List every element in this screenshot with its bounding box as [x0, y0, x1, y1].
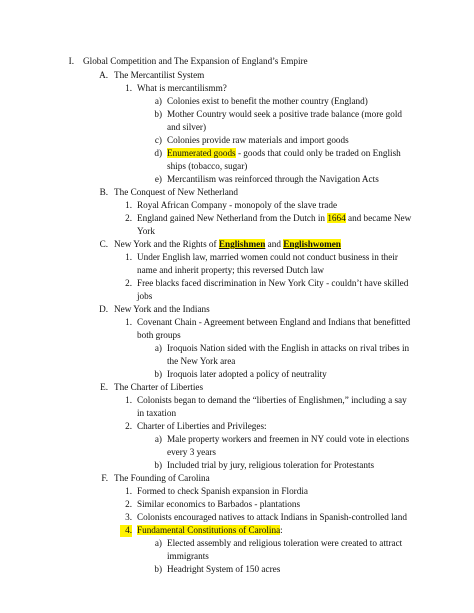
- subitem-d1-b: [150, 369, 327, 381]
- subitem-marker: b): [154, 564, 162, 574]
- subitem-text: Mother Country would seek a positive trade balance (more gold: [167, 109, 402, 119]
- subitem-marker: a): [154, 434, 162, 444]
- subitem-a1-d: [150, 148, 401, 160]
- item-marker: 2.: [125, 499, 132, 509]
- item-text: Free blacks faced discrimination in New York City - couldn’t have skilled: [137, 278, 409, 288]
- subheading-title-a: New York and the Rights of: [114, 239, 219, 249]
- subheading-marker: E.: [100, 382, 108, 392]
- item-f4: [120, 525, 283, 537]
- subheading-marker: C.: [99, 239, 108, 249]
- item-text: Colonists encouraged natives to attack Indians in Spanish-controlled land: [137, 512, 407, 522]
- subitem-text: Colonies exist to benefit the mother country (England): [167, 96, 368, 106]
- item-text: Covenant Chain - Agreement between England and Indians that benefitted: [137, 317, 411, 327]
- subheading-marker: B.: [99, 187, 108, 197]
- subitem-marker: e): [154, 174, 162, 184]
- subheading-marker: D.: [99, 304, 108, 314]
- subitem-continuation: immigrants: [167, 551, 209, 561]
- subitem-marker: d): [154, 148, 162, 158]
- item-continuation: in taxation: [137, 408, 177, 418]
- item-marker: 1.: [125, 317, 132, 327]
- item-d1: [120, 317, 411, 329]
- subitem-text: Mercantilism was reinforced through the Navigation Acts: [167, 174, 379, 184]
- item-e1: [120, 395, 407, 407]
- subitem-marker: a): [154, 343, 162, 353]
- section-marker: I.: [68, 56, 74, 66]
- subheading-marker: F.: [101, 473, 108, 483]
- subheading-title: The Charter of Liberties: [114, 382, 204, 392]
- subitem-marker: a): [154, 538, 162, 548]
- subheading-d: [96, 304, 210, 316]
- subitem-text: Colonies provide raw materials and import goods: [167, 135, 349, 145]
- subitem-a1-a: [150, 96, 368, 108]
- subheading-title-b: and: [265, 239, 284, 249]
- subitem-marker: b): [154, 109, 162, 119]
- item-marker: 4.: [120, 525, 132, 537]
- item-text-a: England gained New Netherland from the Dutch in: [137, 213, 328, 223]
- item-text-b: and became New: [345, 213, 412, 223]
- item-f3: [120, 512, 407, 524]
- item-text: Under English law, married women could not conduct business in their: [137, 252, 398, 262]
- subitem-text: Iroquois later adopted a policy of neutrality: [167, 369, 327, 379]
- subheading-b: [96, 187, 238, 199]
- item-marker: 1.: [125, 200, 132, 210]
- item-c1: [120, 252, 398, 264]
- item-continuation: York: [137, 226, 155, 236]
- item-marker: 1.: [125, 395, 132, 405]
- item-marker: 2.: [125, 213, 132, 223]
- section-heading: [62, 56, 308, 68]
- item-text: Formed to check Spanish expansion in Flordia: [137, 486, 308, 496]
- subitem-text: Iroquois Nation sided with the English in attacks on rival tribes in: [167, 343, 410, 353]
- item-text: Charter of Liberties and Privileges:: [137, 421, 267, 431]
- subheading-e: [96, 382, 204, 394]
- item-f1: [120, 486, 308, 498]
- subheading-title: The Conquest of New Netherland: [114, 187, 238, 197]
- subitem-text: Headright System of 150 acres: [167, 564, 281, 574]
- highlighted-term: Enumerated goods: [167, 148, 236, 158]
- subitem-marker: a): [154, 96, 162, 106]
- subitem-continuation: and silver): [167, 122, 207, 132]
- item-marker: 2.: [125, 278, 132, 288]
- subitem-text-rest: - goods that could only be traded on English: [235, 148, 401, 158]
- item-b2: [120, 213, 412, 225]
- subitem-e2-b: [150, 460, 375, 472]
- subitem-f4-a: [150, 538, 403, 550]
- subitem-continuation: ships (tobacco, sugar): [167, 161, 248, 171]
- subheading-title: New York and the Indians: [114, 304, 210, 314]
- subitem-text: [167, 148, 401, 160]
- subheading-a: [96, 70, 205, 82]
- item-a1: [120, 83, 227, 95]
- highlighted-term: Englishwomen: [283, 239, 341, 249]
- item-marker: 1.: [125, 486, 132, 496]
- item-text: Similar economics to Barbados - plantations: [137, 499, 301, 509]
- item-e2: [120, 421, 267, 433]
- subitem-continuation: the New York area: [167, 356, 236, 366]
- subitem-marker: b): [154, 369, 162, 379]
- item-text-after: :: [280, 525, 283, 535]
- item-marker: 1.: [125, 83, 132, 93]
- item-marker: 2.: [125, 421, 132, 431]
- item-f2: [120, 499, 301, 511]
- highlighted-term: Fundamental Constitutions of Carolina: [137, 525, 281, 535]
- item-c2: [120, 278, 409, 290]
- item-continuation: both groups: [137, 330, 181, 340]
- subitem-a1-b: [150, 109, 402, 121]
- subitem-marker: b): [154, 460, 162, 470]
- highlighted-year: 1664: [327, 213, 346, 223]
- item-text: [137, 525, 283, 537]
- subitem-continuation: every 3 years: [167, 447, 216, 457]
- subitem-text: Male property workers and freemen in NY could vote in elections: [167, 434, 410, 444]
- subheading-f: [96, 473, 210, 485]
- item-marker: 1.: [125, 252, 132, 262]
- section-title: Global Competition and The Expansion of England’s Empire: [83, 56, 308, 66]
- subheading-title: The Mercantilist System: [114, 70, 205, 80]
- subheading-marker: A.: [99, 70, 108, 80]
- subheading-title: The Founding of Carolina: [114, 473, 210, 483]
- subitem-e2-a: [150, 434, 410, 446]
- subheading-title: [114, 239, 341, 251]
- item-text: Colonists began to demand the “liberties of Englishmen,” including a say: [137, 395, 407, 405]
- item-text: What is mercantilismm?: [137, 83, 227, 93]
- subitem-d1-a: [150, 343, 410, 355]
- subitem-text: Included trial by jury, religious toleration for Protestants: [167, 460, 375, 470]
- highlighted-term: Englishmen: [218, 239, 266, 249]
- item-continuation: name and inherit property; this reversed Dutch law: [137, 265, 325, 275]
- subitem-a1-c: [150, 135, 349, 147]
- item-text: Royal African Company - monopoly of the slave trade: [137, 200, 338, 210]
- item-marker: 3.: [125, 512, 132, 522]
- item-b1: [120, 200, 338, 212]
- subitem-marker: c): [154, 135, 162, 145]
- subheading-c: [96, 239, 341, 251]
- subitem-a1-e: [150, 174, 379, 186]
- subitem-text: Elected assembly and religious toleration were created to attract: [167, 538, 403, 548]
- item-text: [137, 213, 411, 225]
- item-continuation: jobs: [137, 291, 153, 301]
- subitem-f4-b: [150, 564, 281, 576]
